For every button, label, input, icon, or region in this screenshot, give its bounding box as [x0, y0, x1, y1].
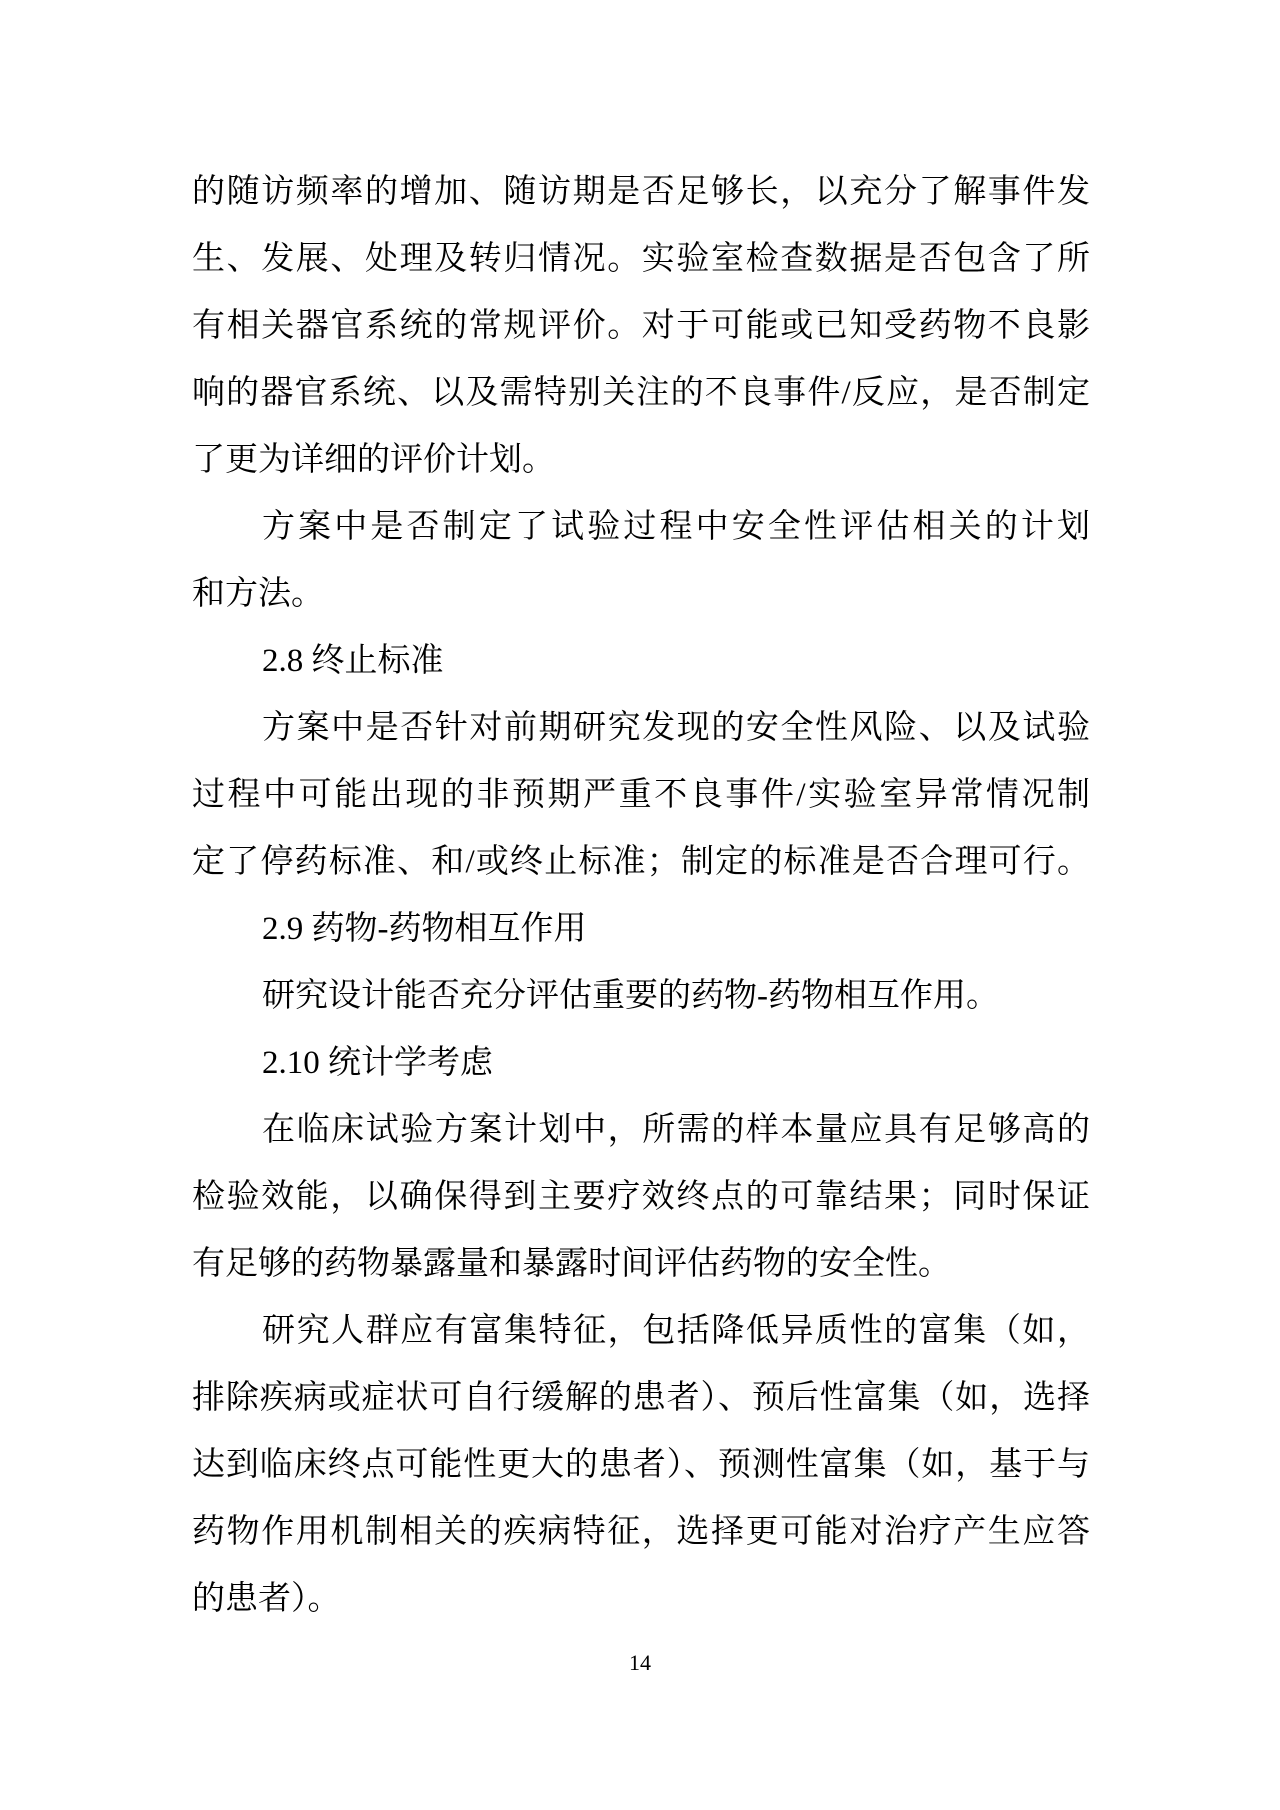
text-line: 和方法。: [192, 576, 324, 612]
text-line: 达到临床终点可能性更大的患者）、预测性富集（如，基于与: [192, 1447, 1090, 1483]
text-line: 药物作用机制相关的疾病特征，选择更可能对治疗产生应答: [192, 1514, 1090, 1550]
text-line: 定了停药标准、和/或终止标准；制定的标准是否合理可行。: [192, 844, 1090, 880]
text-line: 响的器官系统、以及需特别关注的不良事件/反应，是否制定: [192, 375, 1090, 411]
paragraph: [192, 963, 1090, 1030]
heading-line: 2.8 终止标准: [262, 643, 444, 679]
text-line: 了更为详细的评价计划。: [192, 442, 555, 478]
section-heading: [192, 1030, 1090, 1097]
heading-line: 2.9 药物-药物相互作用: [262, 911, 587, 947]
text-line: 排除疾病或症状可自行缓解的患者）、预后性富集（如，选择: [192, 1380, 1090, 1416]
text-line: 的随访频率的增加、随访期是否足够长，以充分了解事件发: [192, 174, 1090, 210]
heading-line: 2.10 统计学考虑: [262, 1045, 493, 1081]
text-line: 在临床试验方案计划中，所需的样本量应具有足够高的: [262, 1112, 1090, 1148]
section-heading: [192, 628, 1090, 695]
paragraph: [192, 494, 1090, 628]
page-number: 14: [629, 1650, 651, 1675]
text-line: 过程中可能出现的非预期严重不良事件/实验室异常情况制: [192, 777, 1090, 813]
paragraph: [192, 1097, 1090, 1298]
text-line: 有相关器官系统的常规评价。对于可能或已知受药物不良影: [192, 308, 1090, 344]
text-column: [192, 159, 1090, 1633]
text-line: 研究人群应有富集特征，包括降低异质性的富集（如，: [262, 1313, 1090, 1349]
text-line: 研究设计能否充分评估重要的药物-药物相互作用。: [262, 978, 999, 1014]
text-line: 生、发展、处理及转归情况。实验室检查数据是否包含了所: [192, 241, 1090, 277]
paragraph: [192, 1298, 1090, 1633]
text-line: 方案中是否针对前期研究发现的安全性风险、以及试验: [262, 710, 1090, 746]
text-line: 检验效能，以确保得到主要疗效终点的可靠结果；同时保证: [192, 1179, 1090, 1215]
paragraph: [192, 159, 1090, 494]
text-line: 的患者）。: [192, 1581, 341, 1617]
section-heading: [192, 896, 1090, 963]
text-line: 有足够的药物暴露量和暴露时间评估药物的安全性。: [192, 1246, 951, 1282]
text-line: 方案中是否制定了试验过程中安全性评估相关的计划: [262, 509, 1090, 545]
paragraph: [192, 695, 1090, 896]
